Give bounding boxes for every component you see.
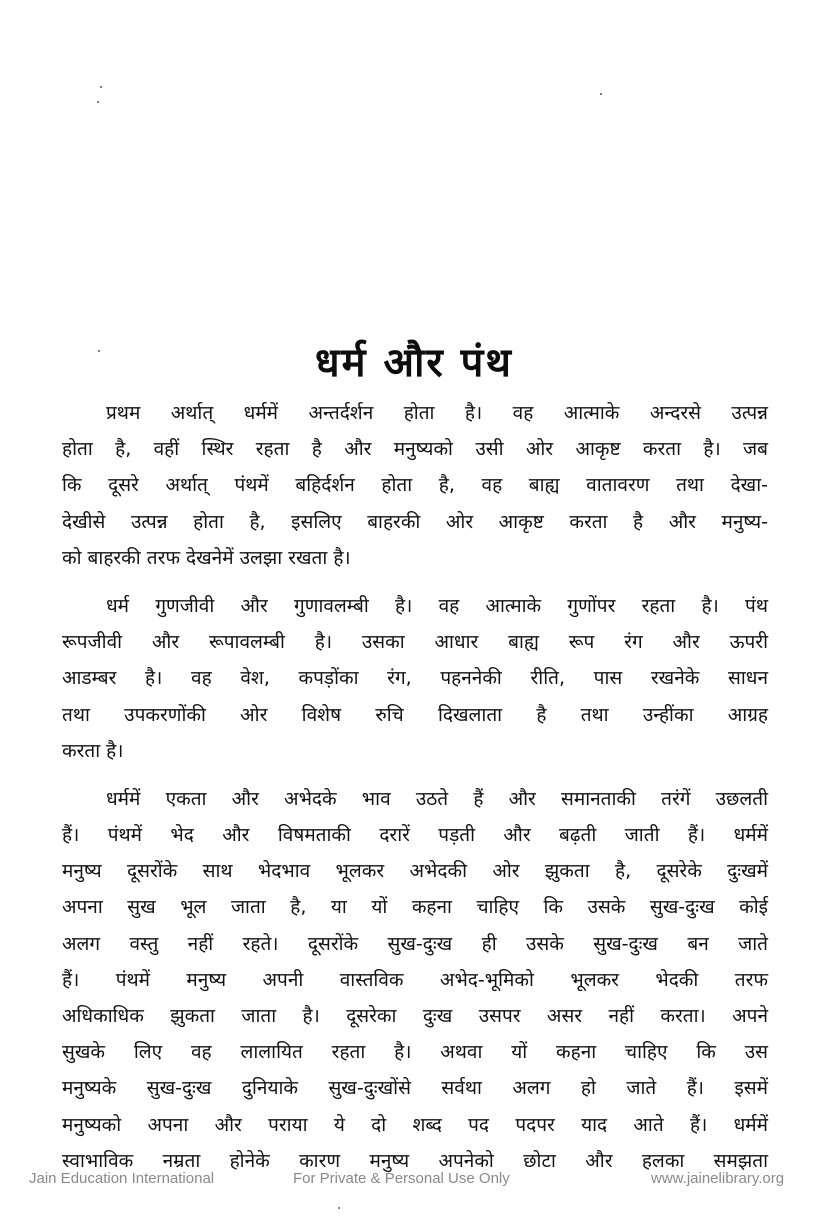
text-line: धर्म गुणजीवी और गुणावलम्बी है। वह आत्माके गुणोंपर रहता है। पंथ xyxy=(106,594,768,617)
text-line: होता है, वहीं स्थिर रहता है और मनुष्यको उसी ओर आकृष्ट करता है। जब xyxy=(62,438,768,461)
text-line: अपना सुख भूल जाता है, या यों कहना चाहिए कि उसके सुख-दुःख कोई xyxy=(62,896,768,919)
scan-speck xyxy=(338,1207,340,1209)
paragraph-1 xyxy=(62,395,768,576)
text-line: सुखके लिए वह लालायित रहता है। अथवा यों कहना चाहिए कि उस xyxy=(62,1041,768,1064)
text-line: मनुष्यको अपना और पराया ये दो शब्द पद पदपर याद आते हैं। धर्ममें xyxy=(62,1113,768,1136)
paragraph-3 xyxy=(62,781,768,1179)
text-line: आडम्बर है। वह वेश, कपड़ोंका रंग, पहननेकी रीति, पास रखनेके साधन xyxy=(62,667,768,690)
text-line: रूपजीवी और रूपावलम्बी है। उसका आधार बाह्य रूप रंग और ऊपरी xyxy=(62,631,768,654)
text-line: मनुष्य दूसरोंके साथ भेदभाव भूलकर अभेदकी ओर झुकता है, दूसरेके दुःखमें xyxy=(62,860,768,883)
text-line: अलग वस्तु नहीं रहते। दूसरोंके सुख-दुःख ही उसके सुख-दुःख बन जाते xyxy=(62,932,768,955)
scan-speck xyxy=(100,86,102,88)
text-line: स्वाभाविक नम्रता होनेके कारण मनुष्य अपनेको छोटा और हलका समझता xyxy=(62,1149,768,1172)
text-line: हैं। पंथमें मनुष्य अपनी वास्तविक अभेद-भूमिको भूलकर भेदकी तरफ xyxy=(62,968,768,991)
text-line: हैं। पंथमें भेद और विषमताकी दरारें पड़ती और बढ़ती जाती हैं। धर्ममें xyxy=(62,824,768,847)
chapter-title: धर्म और पंथ xyxy=(315,339,513,386)
scan-speck xyxy=(97,101,99,103)
text-line: कि दूसरे अर्थात् पंथमें बहिर्दर्शन होता है, वह बाह्य वातावरण तथा देखा- xyxy=(62,474,768,497)
text-line: प्रथम अर्थात् धर्ममें अन्तर्दर्शन होता है। वह आत्माके अन्दरसे उत्पन्न xyxy=(106,402,768,424)
paragraph-2 xyxy=(62,588,768,769)
body-text xyxy=(62,395,768,1191)
text-line: करता है। xyxy=(62,739,124,762)
text-line: अधिकाधिक झुकता जाता है। दूसरेका दुःख उसपर असर नहीं करता। अपने xyxy=(62,1005,768,1027)
page-footer xyxy=(0,1170,828,1194)
text-line: धर्ममें एकता और अभेदके भाव उठते हैं और समानताकी तरंगें उछलती xyxy=(106,787,768,810)
footer-usage-notice: For Private & Personal Use Only xyxy=(293,1170,510,1187)
footer-website-link[interactable]: www.jainelibrary.org xyxy=(651,1170,785,1187)
text-line: को बाहरकी तरफ देखनेमें उलझा रखता है। xyxy=(62,546,351,569)
scan-speck xyxy=(600,93,602,95)
footer-publisher: Jain Education International xyxy=(29,1170,215,1187)
text-line: मनुष्यके सुख-दुःख दुनियाके सुख-दुःखोंसे सर्वथा अलग हो जाते हैं। इसमें xyxy=(62,1077,768,1100)
text-line: देखीसे उत्पन्न होता है, इसलिए बाहरकी ओर आकृष्ट करता है और मनुष्य- xyxy=(62,510,768,533)
text-line: तथा उपकरणोंकी ओर विशेष रुचि दिखलाता है तथा उन्हींका आग्रह xyxy=(62,703,768,726)
